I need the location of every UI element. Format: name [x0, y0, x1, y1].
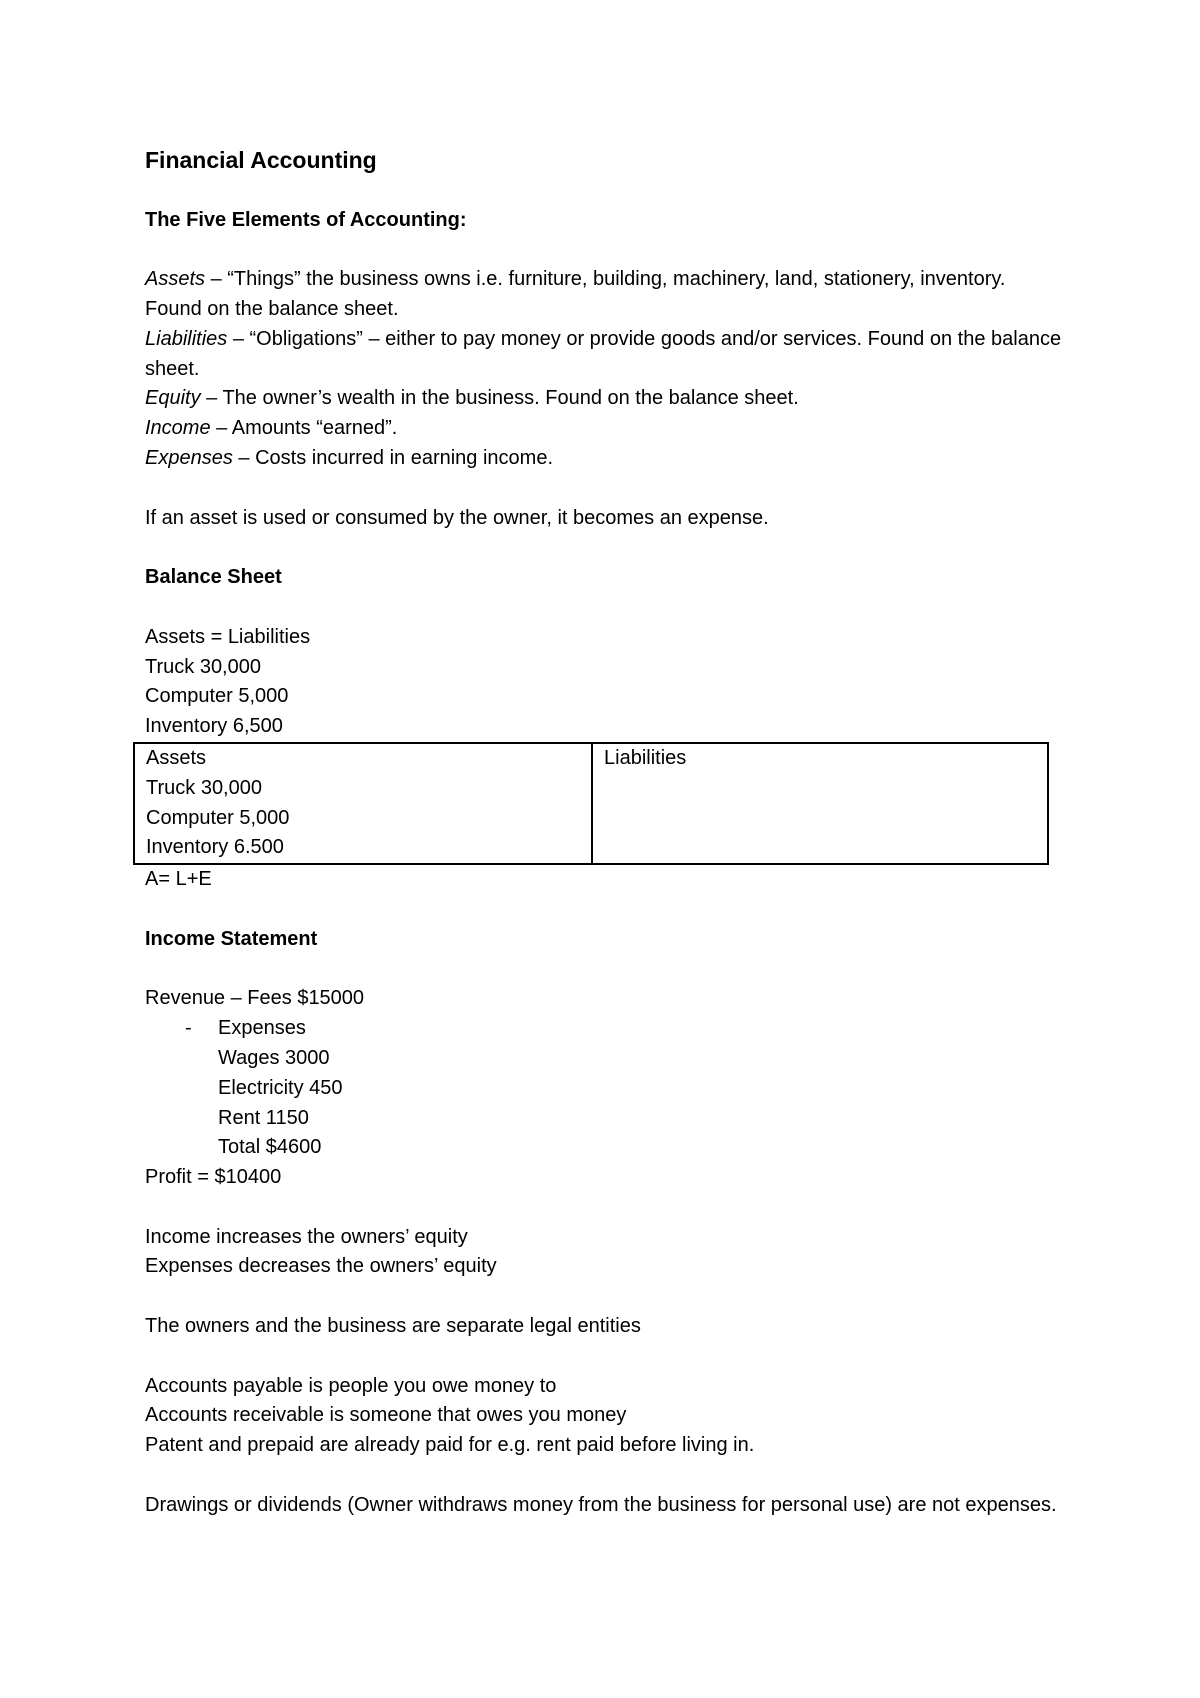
liabilities-column	[592, 743, 1048, 864]
expense-total: Total $4600	[218, 1136, 322, 1159]
assets-cell-line: Assets	[146, 746, 207, 769]
element-definition-income	[145, 414, 1065, 444]
element-text: – “Things” the business owns i.e. furniture, building, machinery, land, stationery, inventory. Found on the balance sheet.	[145, 268, 1006, 320]
element-term: Assets	[145, 268, 206, 291]
balance-sheet-line: Inventory 6,500	[145, 715, 283, 738]
assets-cell-line: Computer 5,000	[146, 806, 290, 829]
document-body	[145, 146, 1065, 1521]
element-definition-liabilities	[145, 325, 1065, 385]
liabilities-cell-line: Liabilities	[604, 746, 687, 769]
assets-cell-line: Truck 30,000	[146, 776, 262, 799]
profit-line: Profit = $10400	[145, 1166, 282, 1189]
elements-heading: The Five Elements of Accounting:	[145, 208, 467, 231]
income-statement-heading: Income Statement	[145, 927, 318, 950]
expense-item: Wages 3000	[218, 1046, 330, 1069]
element-text: – Amounts “earned”.	[210, 417, 398, 440]
balance-sheet-heading: Balance Sheet	[145, 566, 282, 589]
equity-note: Income increases the owners’ equity	[145, 1225, 468, 1248]
balance-sheet-table-row	[134, 743, 1048, 864]
accounts-note: Patent and prepaid are already paid for e.g. rent paid before living in.	[145, 1434, 755, 1457]
balance-sheet-table	[133, 742, 1049, 865]
element-definition-equity	[145, 384, 1065, 414]
element-text: – “Obligations” – either to pay money or provide goods and/or services. Found on the balance sheet.	[145, 327, 1062, 380]
element-text: – Costs incurred in earning income.	[232, 446, 553, 469]
bullet-dash: -	[185, 1017, 192, 1040]
balance-sheet-line: Truck 30,000	[145, 655, 261, 678]
asset-expense-note: If an asset is used or consumed by the owner, it becomes an expense.	[145, 506, 769, 529]
drawings-note: Drawings or dividends (Owner withdraws money from the business for personal use) are not expenses.	[145, 1493, 1057, 1516]
balance-sheet-line: Computer 5,000	[145, 685, 289, 708]
element-definition-expenses	[145, 444, 1065, 474]
assets-column	[134, 743, 592, 864]
revenue-line: Revenue – Fees $15000	[145, 987, 365, 1010]
element-term: Expenses	[145, 446, 233, 469]
expenses-label: Expenses	[218, 1017, 306, 1040]
entity-note: The owners and the business are separate legal entities	[145, 1315, 641, 1338]
element-text: – The owner’s wealth in the business. Found on the balance sheet.	[200, 387, 799, 410]
document-title: Financial Accounting	[145, 147, 377, 173]
equity-note: Expenses decreases the owners’ equity	[145, 1255, 497, 1278]
element-definition-assets	[145, 265, 1065, 325]
accounts-note: Accounts receivable is someone that owes you money	[145, 1404, 627, 1427]
expense-item: Electricity 450	[218, 1076, 343, 1099]
accounts-note: Accounts payable is people you owe money to	[145, 1374, 557, 1397]
element-term: Liabilities	[145, 327, 228, 350]
accounting-equation: A= L+E	[145, 868, 212, 891]
assets-cell-line: Inventory 6.500	[146, 836, 284, 859]
balance-sheet-line: Assets = Liabilities	[145, 625, 311, 648]
expenses-list-item	[145, 1014, 1065, 1044]
element-term: Equity	[145, 387, 201, 410]
expense-item: Rent 1150	[218, 1106, 309, 1129]
element-term: Income	[145, 417, 211, 440]
